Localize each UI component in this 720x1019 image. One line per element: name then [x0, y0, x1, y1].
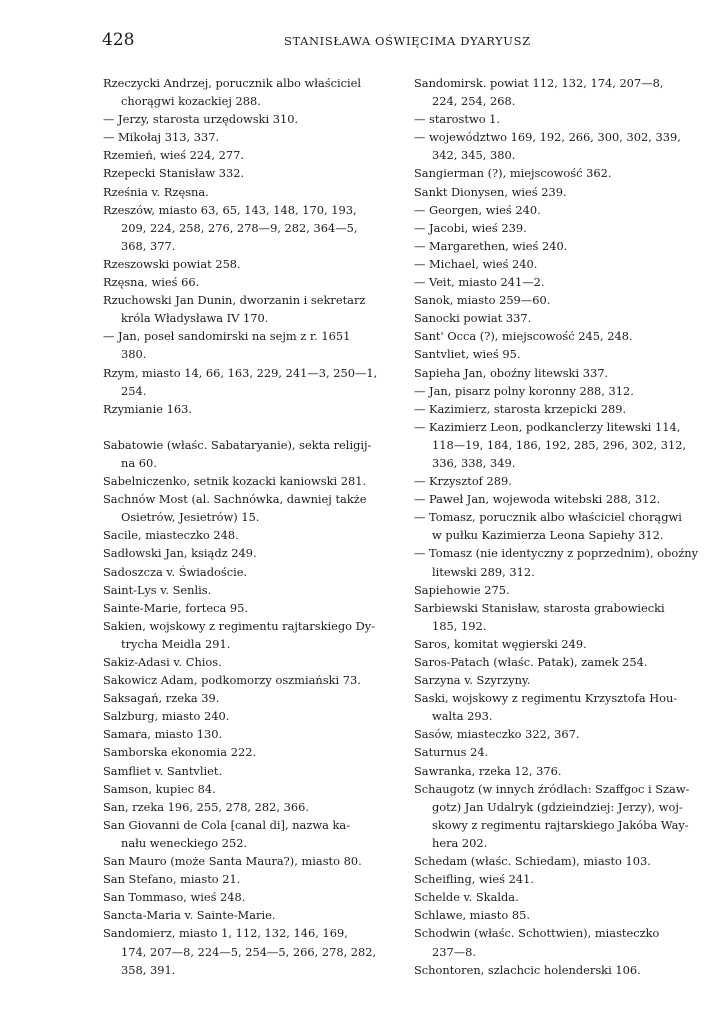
index-entry: [103, 110, 403, 128]
index-entry: [414, 599, 710, 635]
entry-line: Santvliet, wieś 95.: [414, 347, 521, 362]
entry-continuation-line: 358, 391.: [121, 962, 176, 977]
index-entry: [414, 291, 710, 309]
entry-line: Sanok, miasto 259—60.: [414, 293, 551, 308]
index-entry: [414, 74, 710, 110]
entry-continuation-line: w pułku Kazimierza Leona Sapiehy 312.: [432, 528, 664, 543]
entry-continuation-line: 368, 377.: [121, 238, 176, 253]
entry-line: Sankt Dionysen, wieś 239.: [414, 184, 567, 199]
entry-continuation-line: 380.: [121, 347, 147, 362]
entry-line: San Stefano, miasto 21.: [103, 872, 241, 887]
index-entry: [103, 798, 403, 816]
entry-line: Sachnów Most (al. Sachnówka, dawniej także: [103, 492, 367, 507]
index-entry: [103, 653, 403, 671]
index-entry: [103, 164, 403, 182]
index-entry: [414, 472, 710, 490]
index-entry: [103, 201, 403, 255]
entry-continuation-line: gotz) Jan Udalryk (gdzieindziej: Jerzy), woj-: [432, 799, 683, 814]
index-entry: [414, 906, 710, 924]
index-entry: [414, 201, 710, 219]
index-entry: [103, 762, 403, 780]
entry-line: — Mikołaj 313, 337.: [103, 130, 220, 145]
entry-line: Sabelniczenko, setnik kozacki kaniowski 281.: [103, 474, 367, 489]
entry-continuation-line: 237—8.: [432, 944, 476, 959]
index-entry: [414, 364, 710, 382]
entry-line: Saros, komitat węgierski 249.: [414, 636, 587, 651]
entry-line: Sapiehowie 275.: [414, 582, 510, 597]
entry-line: Schaugotz (w innych źródłach: Szaffgoc i Szaw-: [414, 781, 690, 796]
index-entry: [103, 183, 403, 201]
index-entry: [103, 870, 403, 888]
entry-line: — Tomasz, porucznik albo właściciel chorągwi: [414, 510, 682, 525]
entry-line: Samfliet v. Santvliet.: [103, 763, 223, 778]
entry-continuation-line: litewski 289, 312.: [432, 564, 535, 579]
entry-line: Rześnia v. Rzęsna.: [103, 184, 209, 199]
entry-line: Rzęsna, wieś 66.: [103, 275, 200, 290]
entry-line: Sasów, miasteczko 322, 367.: [414, 727, 580, 742]
entry-line: — województwo 169, 192, 266, 300, 302, 339,: [414, 130, 681, 145]
page-number: 428: [102, 30, 135, 50]
index-entry: [414, 689, 710, 725]
running-head: STANISŁAWA OŚWIĘCIMA DYARYUSZ: [284, 34, 531, 48]
entry-line: — Jerzy, starosta urzędowski 310.: [103, 112, 299, 127]
entry-line: Sandomierz, miasto 1, 112, 132, 146, 169,: [103, 926, 348, 941]
index-entry: [414, 870, 710, 888]
entry-line: Sancta-Maria v. Sainte-Marie.: [103, 908, 276, 923]
entry-continuation-line: Osietrów, Jesietrów) 15.: [121, 510, 260, 525]
entry-line: — starostwo 1.: [414, 112, 501, 127]
entry-continuation-line: 185, 192.: [432, 618, 487, 633]
index-entry: [414, 382, 710, 400]
entry-line: Schlawe, miasto 85.: [414, 908, 530, 923]
entry-line: — Paweł Jan, wojewoda witebski 288, 312.: [414, 492, 661, 507]
index-entry: [103, 888, 403, 906]
index-entry: [103, 544, 403, 562]
entry-continuation-line: nału weneckiego 252.: [121, 835, 248, 850]
entry-line: Saksagań, rzeka 39.: [103, 691, 220, 706]
entry-line: Sanocki powiat 337.: [414, 311, 532, 326]
entry-line: Rzym, miasto 14, 66, 163, 229, 241—3, 250—1,: [103, 365, 378, 380]
index-column-right: [414, 74, 710, 979]
entry-line: Sakowicz Adam, podkomorzy oszmiański 73.: [103, 673, 361, 688]
entry-line: Sacile, miasteczko 248.: [103, 528, 239, 543]
index-entry: [103, 924, 403, 978]
index-entry: [414, 164, 710, 182]
index-entry: [103, 146, 403, 164]
index-entry: [414, 852, 710, 870]
index-entry: [103, 273, 403, 291]
entry-line: Sainte-Marie, forteca 95.: [103, 600, 249, 615]
entry-line: — Tomasz (nie identyczny z poprzednim), oboźny: [414, 546, 699, 561]
entry-line: Rzeczycki Andrzej, porucznik albo właściciel: [103, 76, 362, 90]
entry-line: Rzemień, wieś 224, 277.: [103, 148, 245, 163]
index-entry: [414, 780, 710, 852]
entry-line: Sandomirsk. powiat 112, 132, 174, 207—8,: [414, 76, 664, 90]
index-entry: [103, 743, 403, 761]
index-entry: [103, 852, 403, 870]
index-entry: [103, 671, 403, 689]
entry-line: — Veit, miasto 241—2.: [414, 275, 545, 290]
entry-continuation-line: 118—19, 184, 186, 192, 285, 296, 302, 312,: [432, 437, 687, 452]
index-entry: [103, 436, 403, 472]
index-entry: [414, 309, 710, 327]
entry-line: Samson, kupiec 84.: [103, 781, 216, 796]
index-entry: [414, 418, 710, 472]
entry-line: Sant' Occa (?), miejscowość 245, 248.: [414, 329, 633, 344]
entry-line: — Jan, poseł sandomirski na sejm z r. 1651: [103, 329, 351, 344]
entry-continuation-line: chorągwi kozackiej 288.: [121, 94, 261, 109]
entry-line: San, rzeka 196, 255, 278, 282, 366.: [103, 799, 309, 814]
index-entry: [103, 490, 403, 526]
index-entry: [414, 255, 710, 273]
entry-line: — Margarethen, wieś 240.: [414, 238, 568, 253]
entry-line: — Krzysztof 289.: [414, 474, 512, 489]
entry-continuation-line: 209, 224, 258, 276, 278—9, 282, 364—5,: [121, 220, 358, 235]
index-entry: [414, 273, 710, 291]
index-entry: [103, 816, 403, 852]
index-entry: [414, 581, 710, 599]
index-entry: [103, 689, 403, 707]
index-entry: [414, 924, 710, 960]
entry-line: Sakien, wojskowy z regimentu rajtarskiego Dy-: [103, 618, 376, 633]
entry-line: — Michael, wieś 240.: [414, 256, 538, 271]
index-column-left: [103, 74, 403, 979]
entry-line: Sadłowski Jan, ksiądz 249.: [103, 546, 257, 561]
entry-line: Rzeszów, miasto 63, 65, 143, 148, 170, 193,: [103, 202, 357, 217]
entry-line: Saros-Patach (właśc. Patak), zamek 254.: [414, 655, 648, 669]
entry-line: Schodwin (właśc. Schottwien), miasteczko: [414, 926, 660, 941]
index-entry: [103, 707, 403, 725]
section-gap: [103, 418, 403, 436]
index-entry: [414, 544, 710, 580]
index-entry: [103, 255, 403, 273]
entry-continuation-line: 342, 345, 380.: [432, 148, 516, 163]
entry-continuation-line: hera 202.: [432, 835, 488, 850]
entry-line: Rzepecki Stanisław 332.: [103, 166, 245, 181]
entry-line: Sangierman (?), miejscowość 362.: [414, 166, 612, 181]
entry-line: — Georgen, wieś 240.: [414, 202, 541, 217]
index-entry: [414, 183, 710, 201]
index-entry: [103, 780, 403, 798]
index-entry: [103, 400, 403, 418]
index-entry: [414, 725, 710, 743]
entry-line: Rzuchowski Jan Dunin, dworzanin i sekretarz: [103, 293, 366, 308]
index-entry: [414, 490, 710, 508]
index-entry: [103, 599, 403, 617]
entry-line: Sawranka, rzeka 12, 376.: [414, 763, 562, 778]
index-entry: [414, 888, 710, 906]
index-entry: [103, 327, 403, 363]
entry-line: Sarbiewski Stanisław, starosta grabowiecki: [414, 600, 665, 615]
index-entry: [103, 291, 403, 327]
entry-line: Schelde v. Skalda.: [414, 890, 519, 905]
entry-line: Sadoszcza v. Świadoście.: [103, 564, 248, 579]
entry-continuation-line: króla Władysława IV 170.: [121, 311, 269, 326]
index-entry: [414, 508, 710, 544]
index-entry: [414, 237, 710, 255]
entry-line: Sarzyna v. Szyrzyny.: [414, 673, 531, 688]
index-entry: [414, 345, 710, 363]
index-entry: [414, 110, 710, 128]
index-entry: [414, 743, 710, 761]
entry-line: San Giovanni de Cola [canal di], nazwa ka-: [103, 817, 351, 832]
entry-continuation-line: trycha Meidla 291.: [121, 636, 231, 651]
index-entry: [103, 906, 403, 924]
entry-line: Sabatowie (właśc. Sabataryanie), sekta religij-: [103, 437, 372, 452]
entry-line: Rzymianie 163.: [103, 401, 192, 416]
index-entry: [103, 526, 403, 544]
entry-line: Scheifling, wieś 241.: [414, 872, 534, 887]
index-entry: [103, 563, 403, 581]
entry-line: Salzburg, miasto 240.: [103, 709, 230, 724]
index-entry: [414, 327, 710, 345]
entry-line: Rzeszowski powiat 258.: [103, 256, 241, 271]
index-entry: [103, 581, 403, 599]
index-entry: [414, 400, 710, 418]
entry-line: Samara, miasto 130.: [103, 727, 223, 742]
index-entry: [414, 128, 710, 164]
entry-continuation-line: na 60.: [121, 455, 157, 470]
index-entry: [414, 219, 710, 237]
index-entry: [414, 762, 710, 780]
index-entry: [414, 671, 710, 689]
entry-line: — Kazimierz Leon, podkanclerzy litewski 114,: [414, 419, 681, 434]
index-entry: [414, 635, 710, 653]
entry-line: Sakiz-Adasi v. Chios.: [103, 655, 222, 669]
entry-line: San Mauro (może Santa Maura?), miasto 80.: [103, 854, 362, 869]
entry-line: — Kazimierz, starosta krzepicki 289.: [414, 401, 627, 416]
index-entry: [414, 653, 710, 671]
entry-continuation-line: skowy z regimentu rajtarskiego Jakóba Way-: [432, 817, 689, 832]
entry-continuation-line: 224, 254, 268.: [432, 94, 516, 109]
entry-line: San Tommaso, wieś 248.: [103, 890, 246, 905]
index-entry: [103, 128, 403, 146]
entry-line: Saturnus 24.: [414, 745, 489, 760]
index-entry: [103, 364, 403, 400]
entry-line: Schontoren, szlachcic holenderski 106.: [414, 962, 641, 977]
index-entry: [103, 74, 403, 110]
index-entry: [414, 961, 710, 979]
entry-continuation-line: 174, 207—8, 224—5, 254—5, 266, 278, 282,: [121, 944, 377, 959]
entry-line: Saski, wojskowy z regimentu Krzysztofa Hou-: [414, 691, 678, 706]
index-entry: [103, 617, 403, 653]
entry-continuation-line: 336, 338, 349.: [432, 455, 516, 470]
entry-line: — Jacobi, wieś 239.: [414, 220, 527, 235]
entry-line: Samborska ekonomia 222.: [103, 745, 257, 760]
entry-line: Saint-Lys v. Senlis.: [103, 582, 212, 597]
entry-line: — Jan, pisarz polny koronny 288, 312.: [414, 383, 634, 398]
entry-continuation-line: 254.: [121, 383, 147, 398]
entry-line: Sapieha Jan, oboźny litewski 337.: [414, 365, 609, 380]
index-entry: [103, 472, 403, 490]
entry-line: Schedam (właśc. Schiedam), miasto 103.: [414, 854, 651, 869]
entry-continuation-line: walta 293.: [432, 709, 493, 724]
index-entry: [103, 725, 403, 743]
